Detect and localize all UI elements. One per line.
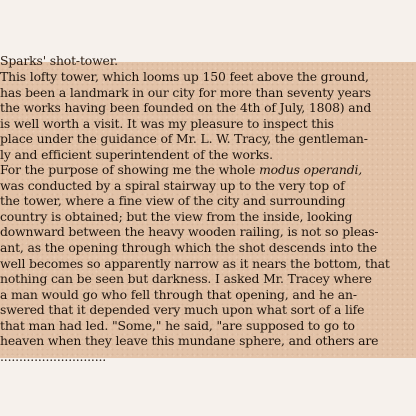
text-line-start: For the purpose of showing me the whole xyxy=(0,162,256,178)
text-line: the tower, where a fine view of the city and surrounding xyxy=(0,193,346,209)
text-line: place under the guidance of Mr. L. W. Tracy, the gentleman- xyxy=(0,131,368,147)
italic-phrase: modus operandi, xyxy=(259,162,363,178)
text-line-with-italic xyxy=(0,162,416,178)
text-line: the works having been founded on the 4th of July, 1808) and xyxy=(0,100,372,116)
text-line: was conducted by a spiral stairway up to the very top of xyxy=(0,177,345,193)
text-line: that man had led. "Some," he said, "are supposed to go to xyxy=(0,317,355,333)
text-line: a man would go who fell through that opening, and he an- xyxy=(0,286,357,302)
text-line: This lofty tower, which looms up 150 feet above the ground, xyxy=(0,69,369,84)
text-line: ant, as the opening through which the shot descends into the xyxy=(0,240,377,256)
text-line: country is obtained; but the view from the inside, looking xyxy=(0,208,353,224)
text-line: has been a landmark in our city for more than seventy years xyxy=(0,84,371,100)
cut-bottom-fragment: ............................ xyxy=(0,348,107,364)
text-line: swered that it depended very much upon what sort of a life xyxy=(0,302,365,318)
newspaper-clipping xyxy=(0,53,416,364)
text-line: ly and efficient superintendent of the works. xyxy=(0,146,273,162)
text-line: is well worth a visit. It was my pleasure to inspect this xyxy=(0,115,334,131)
text-line: downward between the heavy wooden railing, is not so pleas- xyxy=(0,224,379,240)
cut-top-fragment: Sparks' shot-tower. xyxy=(0,53,118,68)
article-text xyxy=(0,53,416,364)
text-line: well becomes so apparently narrow as it nears the bottom, that xyxy=(0,255,390,271)
text-line: heaven when they leave this mundane sphere, and others are xyxy=(0,333,379,349)
text-line: nothing can be seen but darkness. I asked Mr. Tracey where xyxy=(0,271,372,287)
